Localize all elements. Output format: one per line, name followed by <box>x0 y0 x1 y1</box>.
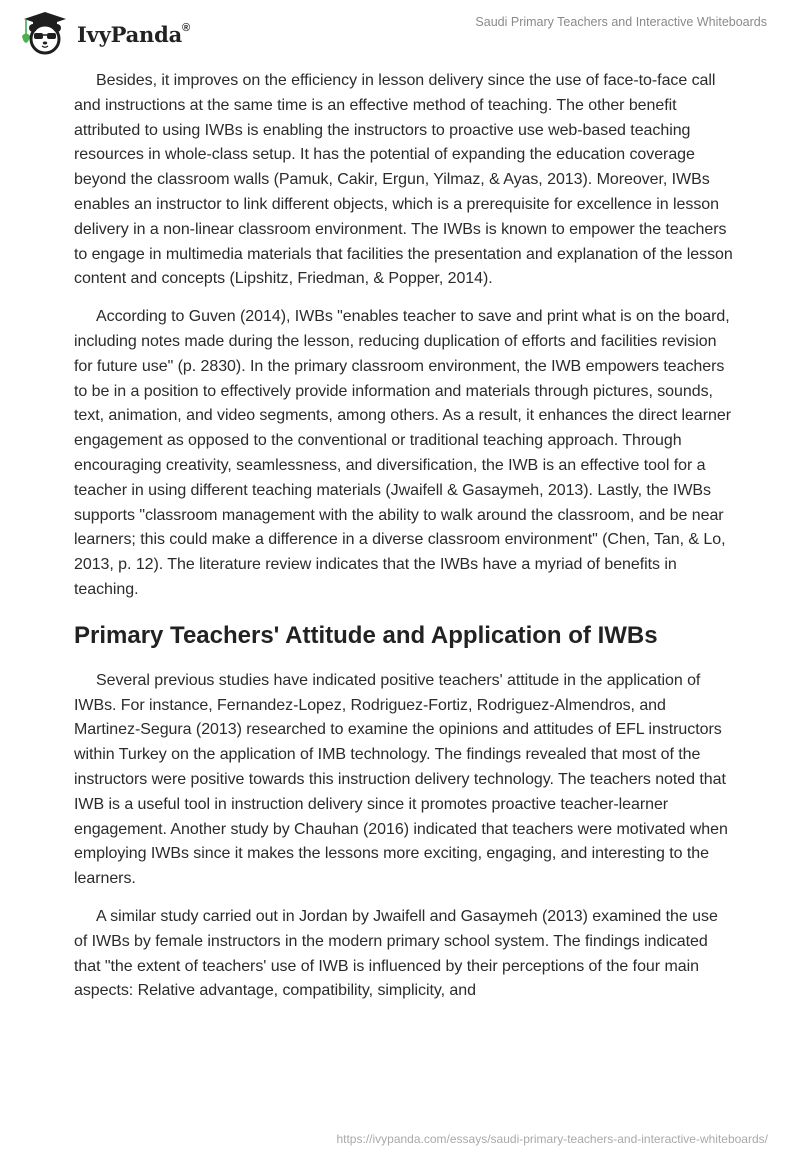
page-header <box>0 0 800 60</box>
panda-graduate-icon <box>18 9 72 55</box>
paragraph: A similar study carried out in Jordan by Jwaifell and Gasaymeh (2013) examined the use of IWBs by female instructors in the modern primary school system. The findings indicated that "the extent of teachers' use of IWB is influenced by their perceptions of the four main aspects: Relative advantage, compatibility, simplicity, and <box>74 907 718 1000</box>
paragraph: Several previous studies have indicated positive teachers' attitude in the application of IWBs. For instance, Fernandez-Lopez, Rodriguez-Fortiz, Rodriguez-Almendros, and Martinez-Segura (2013) researched to examine the opinions and attitudes of EFL instructors within Turkey on the application of IMB technology. The findings revealed that most of the instructors were positive towards this instruction delivery technology. The teachers noted that IWB is a useful tool in instruction delivery since it promotes proactive teacher-learner engagement. Another study by Chauhan (2016) indicated that teachers were motivated when employing IWBs since it makes the lessons more exciting, engaging, and interesting to the learners. <box>74 671 728 888</box>
registered-mark: ® <box>182 21 190 34</box>
essay-content <box>74 69 734 1017</box>
brand-name <box>77 22 190 47</box>
paragraph: Besides, it improves on the efficiency in lesson delivery since the use of face-to-face call and instructions at the same time is an effective method of teaching. The other benefit attributed to using IWBs is enabling the instructors to proactive use web-based teaching resources in whole-class setup. It has the potential of expanding the education coverage beyond the classroom walls (Pamuk, Cakir, Ergun, Yilmaz, & Ayas, 2013). Moreover, IWBs enables an instructor to link different objects, which is a prerequisite for excellence in lesson delivery in a non-linear classroom environment. The IWBs is known to empower the teachers to engage in multimedia materials that facilities the presentation and explanation of the lesson content and concepts (Lipshitz, Friedman, & Popper, 2014). <box>74 72 733 288</box>
section-heading: Primary Teachers' Attitude and Application of IWBs <box>74 621 658 649</box>
source-url[interactable]: https://ivypanda.com/essays/saudi-primary-teachers-and-interactive-whiteboards/ <box>336 1132 768 1146</box>
paragraph: According to Guven (2014), IWBs "enables teacher to save and print what is on the board, including notes made during the lesson, reducing duplication of efforts and facilities revision for future use" (p. 2830). In the primary classroom environment, the IWB empowers teachers to be in a position to effectively provide information and materials through pictures, sounds, text, animation, and video segments, among others. As a result, it enhances the direct learner engagement as opposed to the conventional or traditional teaching approach. Through encouraging creativity, seamlessness, and diversification, the IWB is an effective tool for a teacher in using different teaching materials (Jwaifell & Gasaymeh, 2013). Lastly, the IWBs supports "classroom management with the ability to walk around the classroom, and be near learners; this could make a difference in a diverse classroom environment" (Chen, Tan, & Lo, 2013, p. 12). The literature review indicates that the IWBs have a myriad of benefits in teaching. <box>74 308 732 598</box>
brand-name-text: IvyPanda <box>77 21 183 47</box>
ivypanda-logo[interactable] <box>18 9 190 55</box>
document-title: Saudi Primary Teachers and Interactive Whiteboards <box>475 15 767 29</box>
